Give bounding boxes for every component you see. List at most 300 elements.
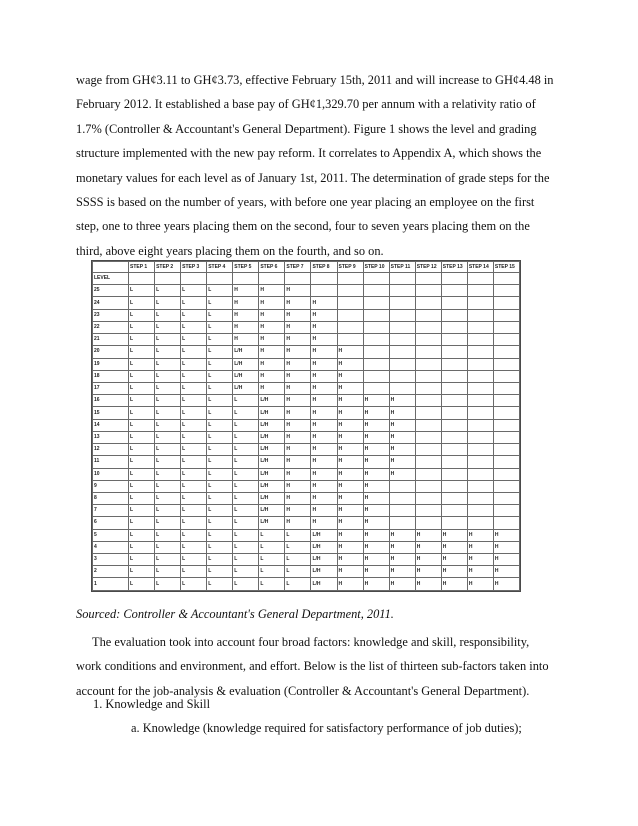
table-cell xyxy=(493,358,519,370)
table-cell: L xyxy=(155,346,181,358)
table-cell: L/H xyxy=(259,431,285,443)
table-cell xyxy=(415,382,441,394)
table-cell xyxy=(389,370,415,382)
table-cell: H xyxy=(441,578,467,591)
table-cell xyxy=(415,370,441,382)
table-row xyxy=(93,395,520,407)
table-row-level-label xyxy=(93,273,520,285)
body-paragraph-2 xyxy=(76,630,556,703)
table-cell xyxy=(493,395,519,407)
table-cell xyxy=(363,334,389,346)
table-cell: H xyxy=(337,480,363,492)
table-cell: H xyxy=(389,444,415,456)
table-cell: H xyxy=(337,370,363,382)
header-cell-blank xyxy=(93,262,129,273)
table-cell xyxy=(441,431,467,443)
table-cell: L/H xyxy=(259,505,285,517)
table-cell xyxy=(467,382,493,394)
grade-structure-table-figure xyxy=(91,260,521,592)
table-cell xyxy=(467,407,493,419)
table-cell xyxy=(441,297,467,309)
table-cell: H xyxy=(363,566,389,578)
table-cell: H xyxy=(285,431,311,443)
header-cell-step: STEP 5 xyxy=(233,262,259,273)
table-cell: H xyxy=(311,297,337,309)
table-cell: L xyxy=(259,566,285,578)
table-cell xyxy=(415,321,441,333)
table-cell: H xyxy=(311,382,337,394)
table-cell: 15 xyxy=(93,407,129,419)
table-cell: L xyxy=(129,309,155,321)
table-cell: L xyxy=(181,321,207,333)
table-row xyxy=(93,480,520,492)
table-cell: H xyxy=(337,578,363,591)
table-cell: L xyxy=(155,505,181,517)
table-cell xyxy=(493,346,519,358)
table-row xyxy=(93,407,520,419)
table-cell: L/H xyxy=(311,529,337,541)
table-cell: L xyxy=(233,541,259,553)
table-cell: H xyxy=(259,370,285,382)
table-cell: L xyxy=(155,309,181,321)
table-cell: L xyxy=(155,468,181,480)
table-cell: L xyxy=(233,444,259,456)
table-cell: H xyxy=(415,541,441,553)
table-cell: H xyxy=(311,468,337,480)
table-cell: L xyxy=(129,456,155,468)
table-cell: H xyxy=(363,541,389,553)
table-cell xyxy=(467,358,493,370)
table-cell: 23 xyxy=(93,309,129,321)
table-cell xyxy=(467,395,493,407)
table-cell: L xyxy=(129,297,155,309)
table-cell: L xyxy=(233,529,259,541)
table-cell: H xyxy=(337,566,363,578)
table-cell: L xyxy=(207,566,233,578)
table-cell: H xyxy=(311,321,337,333)
table-cell: 18 xyxy=(93,370,129,382)
table-cell: L xyxy=(129,431,155,443)
table-cell xyxy=(441,444,467,456)
table-cell xyxy=(415,431,441,443)
table-row xyxy=(93,541,520,553)
table-cell: L xyxy=(129,346,155,358)
table-cell: L xyxy=(207,480,233,492)
table-cell: H xyxy=(311,407,337,419)
table-cell: L xyxy=(259,541,285,553)
table-cell: H xyxy=(363,578,389,591)
table-cell: 24 xyxy=(93,297,129,309)
table-cell: L/H xyxy=(233,382,259,394)
table-cell: H xyxy=(363,505,389,517)
table-cell: L xyxy=(259,578,285,591)
table-cell: H xyxy=(337,541,363,553)
table-cell: H xyxy=(311,517,337,529)
table-cell: H xyxy=(285,297,311,309)
table-row xyxy=(93,554,520,566)
header-cell-step: STEP 13 xyxy=(441,262,467,273)
table-cell: H xyxy=(285,456,311,468)
table-cell: 20 xyxy=(93,346,129,358)
table-cell: L xyxy=(155,321,181,333)
table-cell xyxy=(441,334,467,346)
table-cell xyxy=(389,321,415,333)
table-row xyxy=(93,566,520,578)
table-cell: 3 xyxy=(93,554,129,566)
table-cell xyxy=(415,492,441,504)
table-cell xyxy=(389,492,415,504)
table-cell xyxy=(415,456,441,468)
table-cell: H xyxy=(389,419,415,431)
table-cell xyxy=(155,273,181,285)
table-cell: H xyxy=(389,566,415,578)
table-cell: L xyxy=(129,529,155,541)
table-cell: L xyxy=(181,285,207,297)
table-cell: 19 xyxy=(93,358,129,370)
table-cell: H xyxy=(259,297,285,309)
table-cell: L xyxy=(233,505,259,517)
table-cell: H xyxy=(311,419,337,431)
table-cell: H xyxy=(441,554,467,566)
table-cell: L xyxy=(285,554,311,566)
header-cell-step: STEP 14 xyxy=(467,262,493,273)
table-cell: L xyxy=(233,566,259,578)
table-cell xyxy=(181,273,207,285)
table-cell xyxy=(415,407,441,419)
header-cell-step: STEP 7 xyxy=(285,262,311,273)
table-cell xyxy=(337,321,363,333)
table-cell: H xyxy=(311,358,337,370)
table-cell xyxy=(441,456,467,468)
table-cell: L xyxy=(155,541,181,553)
table-cell: L xyxy=(207,578,233,591)
table-cell: L xyxy=(233,480,259,492)
table-cell: H xyxy=(363,517,389,529)
table-cell: L xyxy=(155,554,181,566)
table-cell: 1 xyxy=(93,578,129,591)
table-cell: L xyxy=(155,285,181,297)
table-cell: L xyxy=(155,480,181,492)
table-cell: L xyxy=(233,554,259,566)
table-cell: L/H xyxy=(259,517,285,529)
table-row xyxy=(93,505,520,517)
table-cell: H xyxy=(285,517,311,529)
table-cell xyxy=(467,370,493,382)
table-cell xyxy=(441,370,467,382)
table-cell: L xyxy=(207,382,233,394)
table-row xyxy=(93,346,520,358)
table-row xyxy=(93,309,520,321)
table-cell: H xyxy=(285,358,311,370)
table-cell xyxy=(389,517,415,529)
table-cell: L xyxy=(181,480,207,492)
table-cell: L xyxy=(155,395,181,407)
table-cell: L xyxy=(207,492,233,504)
table-cell: L xyxy=(259,529,285,541)
table-cell: H xyxy=(363,554,389,566)
table-cell xyxy=(493,285,519,297)
table-cell: H xyxy=(441,541,467,553)
table-cell xyxy=(415,309,441,321)
table-cell: H xyxy=(259,382,285,394)
table-cell: L xyxy=(129,358,155,370)
table-cell: LEVEL xyxy=(93,273,129,285)
table-cell xyxy=(493,468,519,480)
header-cell-step: STEP 15 xyxy=(493,262,519,273)
table-cell: L xyxy=(129,492,155,504)
table-cell: L xyxy=(181,566,207,578)
table-cell: L/H xyxy=(233,370,259,382)
table-cell: L xyxy=(181,382,207,394)
table-cell xyxy=(415,358,441,370)
table-cell xyxy=(493,456,519,468)
table-cell xyxy=(363,358,389,370)
table-cell: L/H xyxy=(259,468,285,480)
table-cell: 14 xyxy=(93,419,129,431)
table-cell: H xyxy=(285,492,311,504)
table-cell: L/H xyxy=(259,395,285,407)
table-cell: H xyxy=(337,419,363,431)
table-cell: L xyxy=(155,431,181,443)
table-cell xyxy=(467,297,493,309)
table-cell: L xyxy=(207,346,233,358)
table-cell: L xyxy=(155,382,181,394)
table-cell: L xyxy=(129,554,155,566)
paragraph-line: 1.7% (Controller & Accountant's General Department). Figure 1 shows the level and grading xyxy=(76,121,537,136)
table-cell: L/H xyxy=(233,358,259,370)
table-cell: L xyxy=(207,334,233,346)
table-cell xyxy=(363,321,389,333)
table-row xyxy=(93,529,520,541)
list-subitem: a. Knowledge (knowledge required for satisfactory performance of job duties); xyxy=(131,721,522,735)
table-cell: H xyxy=(259,285,285,297)
table-cell: H xyxy=(363,480,389,492)
table-cell xyxy=(467,431,493,443)
table-cell xyxy=(441,285,467,297)
table-cell: L xyxy=(155,492,181,504)
table-cell: 7 xyxy=(93,505,129,517)
table-cell: H xyxy=(311,395,337,407)
table-cell xyxy=(467,419,493,431)
header-cell-step: STEP 11 xyxy=(389,262,415,273)
table-cell: L/H xyxy=(259,492,285,504)
header-cell-step: STEP 12 xyxy=(415,262,441,273)
table-row xyxy=(93,382,520,394)
table-cell: H xyxy=(389,541,415,553)
table-row xyxy=(93,456,520,468)
table-row xyxy=(93,297,520,309)
table-cell: H xyxy=(337,431,363,443)
table-cell: L xyxy=(181,578,207,591)
paragraph-line: account for the job-analysis & evaluation (Controller & Accountant's General Department). xyxy=(76,683,530,698)
paragraph-line: structure implemented with the new pay reform. It correlates to Appendix A, which shows the xyxy=(76,146,542,161)
table-row xyxy=(93,358,520,370)
table-cell xyxy=(467,285,493,297)
table-cell xyxy=(441,419,467,431)
table-cell: H xyxy=(285,480,311,492)
table-cell: L xyxy=(207,419,233,431)
table-cell: L xyxy=(181,395,207,407)
table-cell xyxy=(441,382,467,394)
table-cell xyxy=(493,517,519,529)
table-cell: H xyxy=(285,321,311,333)
table-cell: 21 xyxy=(93,334,129,346)
table-cell: H xyxy=(259,309,285,321)
table-cell: H xyxy=(285,382,311,394)
table-cell: H xyxy=(363,456,389,468)
table-cell: H xyxy=(363,395,389,407)
paragraph-line: work conditions and environment, and effort. Below is the list of thirteen sub-factors taken into xyxy=(76,659,549,674)
table-cell xyxy=(493,321,519,333)
table-cell: H xyxy=(285,346,311,358)
table-cell: L xyxy=(155,578,181,591)
table-cell xyxy=(493,382,519,394)
table-cell: L xyxy=(181,468,207,480)
table-cell: L xyxy=(207,517,233,529)
table-cell: L xyxy=(181,444,207,456)
table-cell: H xyxy=(415,566,441,578)
table-cell xyxy=(363,382,389,394)
table-cell xyxy=(493,492,519,504)
table-cell: H xyxy=(311,334,337,346)
table-cell: L xyxy=(181,407,207,419)
table-cell: L xyxy=(233,492,259,504)
table-cell: H xyxy=(233,334,259,346)
table-cell xyxy=(389,505,415,517)
table-cell: H xyxy=(285,395,311,407)
table-cell: L xyxy=(207,309,233,321)
table-cell: H xyxy=(415,554,441,566)
table-cell: L xyxy=(129,370,155,382)
table-cell xyxy=(389,382,415,394)
table-cell: L xyxy=(285,566,311,578)
table-row xyxy=(93,468,520,480)
table-cell xyxy=(441,505,467,517)
table-cell: H xyxy=(337,444,363,456)
table-cell: H xyxy=(285,285,311,297)
table-cell: L xyxy=(181,517,207,529)
table-cell: L xyxy=(207,468,233,480)
table-cell xyxy=(467,346,493,358)
table-cell: H xyxy=(389,456,415,468)
table-cell: L xyxy=(207,529,233,541)
table-cell: L xyxy=(285,578,311,591)
table-cell: H xyxy=(441,529,467,541)
table-cell: L xyxy=(129,395,155,407)
table-cell: H xyxy=(363,492,389,504)
table-cell: L xyxy=(207,505,233,517)
table-cell: L xyxy=(129,334,155,346)
table-cell xyxy=(441,309,467,321)
table-cell: L/H xyxy=(259,407,285,419)
table-cell: 10 xyxy=(93,468,129,480)
table-cell xyxy=(389,285,415,297)
table-cell xyxy=(493,297,519,309)
table-cell xyxy=(441,346,467,358)
table-cell xyxy=(415,419,441,431)
table-cell: H xyxy=(233,309,259,321)
table-cell: H xyxy=(467,529,493,541)
table-cell: 13 xyxy=(93,431,129,443)
table-cell: L xyxy=(207,297,233,309)
table-cell: L xyxy=(207,407,233,419)
table-cell: H xyxy=(337,395,363,407)
header-cell-step: STEP 6 xyxy=(259,262,285,273)
table-cell: H xyxy=(337,492,363,504)
table-cell: L xyxy=(155,370,181,382)
table-cell: H xyxy=(363,529,389,541)
table-cell: H xyxy=(311,456,337,468)
table-cell xyxy=(467,468,493,480)
table-cell: L xyxy=(207,285,233,297)
table-cell: H xyxy=(363,419,389,431)
table-cell: L xyxy=(129,444,155,456)
table-cell: 17 xyxy=(93,382,129,394)
table-cell: L xyxy=(207,395,233,407)
table-cell: H xyxy=(337,554,363,566)
table-cell: L xyxy=(181,492,207,504)
table-cell xyxy=(363,297,389,309)
table-row xyxy=(93,419,520,431)
table-cell xyxy=(493,334,519,346)
table-cell: 4 xyxy=(93,541,129,553)
table-cell xyxy=(415,517,441,529)
table-cell xyxy=(467,456,493,468)
header-cell-step: STEP 3 xyxy=(181,262,207,273)
table-cell: L xyxy=(181,370,207,382)
table-cell: H xyxy=(233,297,259,309)
table-cell: H xyxy=(311,492,337,504)
paragraph-line: third, above eight years placing them on the fourth, and so on. xyxy=(76,243,384,258)
table-cell: H xyxy=(311,480,337,492)
table-cell: 16 xyxy=(93,395,129,407)
table-cell xyxy=(493,431,519,443)
table-cell: L/H xyxy=(259,444,285,456)
table-cell xyxy=(467,480,493,492)
table-cell xyxy=(389,297,415,309)
table-cell xyxy=(129,273,155,285)
table-cell xyxy=(415,468,441,480)
table-cell: 12 xyxy=(93,444,129,456)
table-cell: L/H xyxy=(259,480,285,492)
table-cell xyxy=(493,309,519,321)
table-cell: H xyxy=(311,444,337,456)
table-cell: L xyxy=(207,541,233,553)
table-row xyxy=(93,321,520,333)
table-cell: L/H xyxy=(311,554,337,566)
paragraph-line: monetary values for each level as of January 1st, 2011. The determination of grade steps for the xyxy=(76,170,550,185)
table-cell: L xyxy=(207,321,233,333)
table-cell xyxy=(467,517,493,529)
table-cell: H xyxy=(337,529,363,541)
table-cell xyxy=(233,273,259,285)
table-cell: L xyxy=(155,456,181,468)
table-cell: L xyxy=(207,431,233,443)
table-cell xyxy=(493,480,519,492)
table-row xyxy=(93,431,520,443)
table-cell: L xyxy=(181,431,207,443)
table-cell: 11 xyxy=(93,456,129,468)
table-cell xyxy=(389,480,415,492)
table-cell: L xyxy=(181,334,207,346)
table-cell: 6 xyxy=(93,517,129,529)
table-cell: L xyxy=(129,382,155,394)
table-cell: L xyxy=(155,407,181,419)
table-cell xyxy=(467,492,493,504)
table-cell: L xyxy=(129,517,155,529)
table-cell: L xyxy=(129,578,155,591)
body-paragraph-1 xyxy=(76,68,556,263)
